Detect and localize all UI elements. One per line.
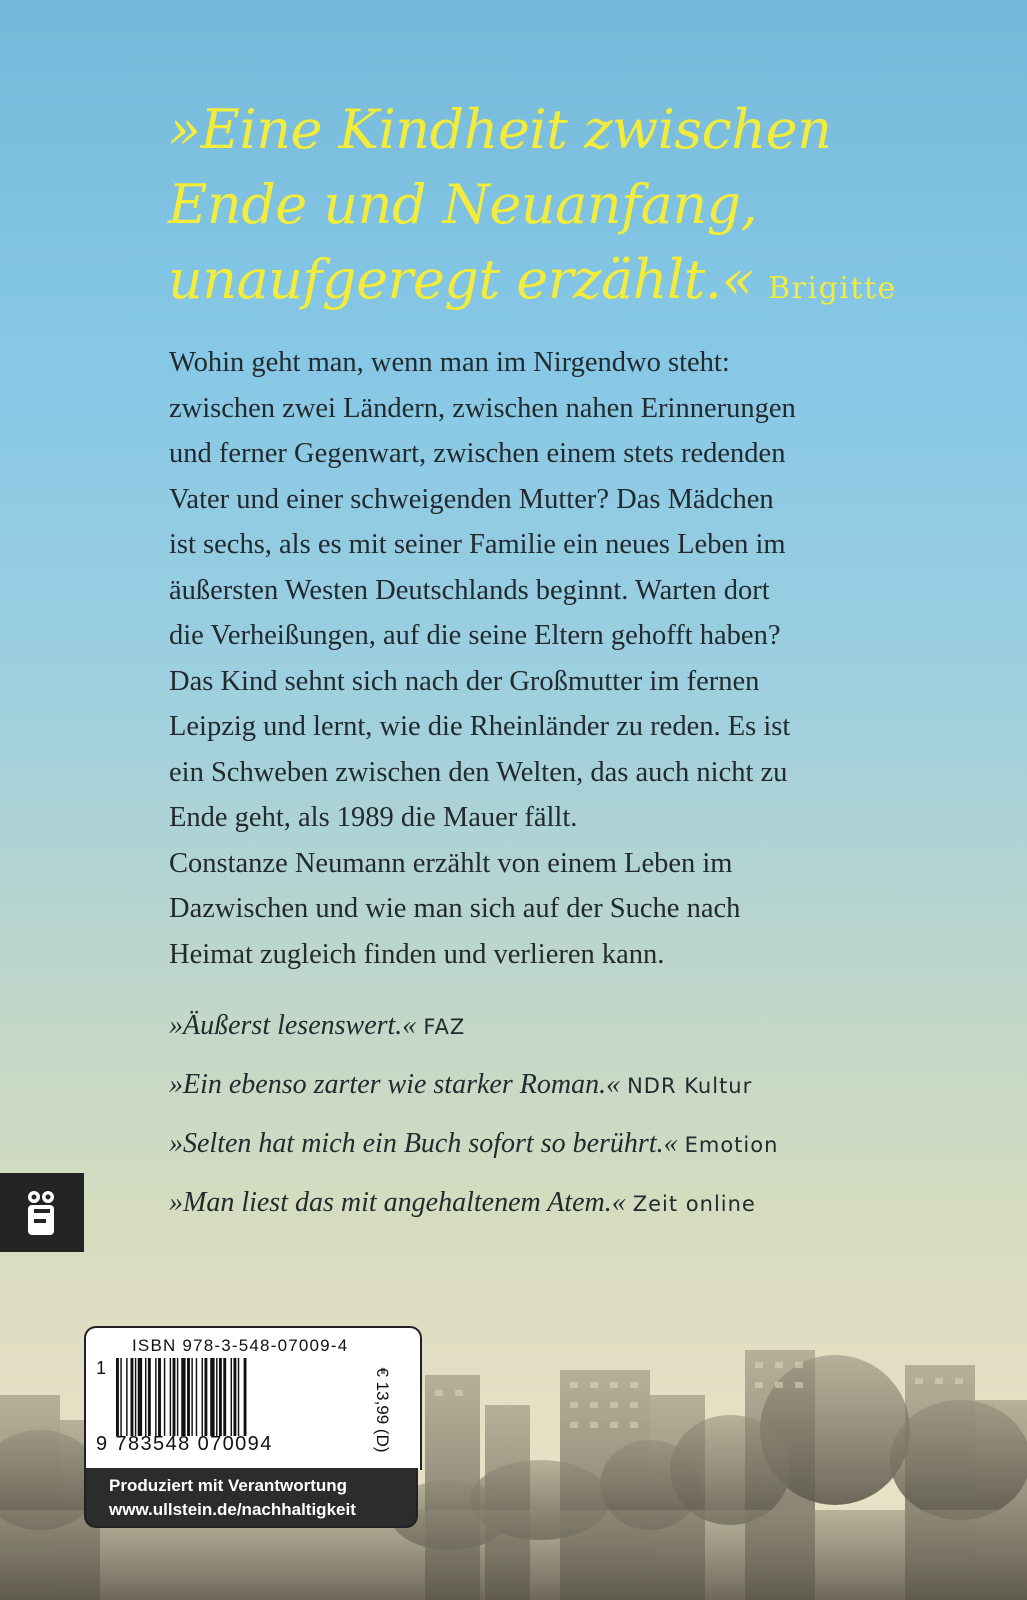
review-item [169, 1128, 989, 1187]
price-text: € 13,99 (D) [373, 1367, 392, 1453]
sustainability-line-1: Produziert mit Verantwortung [109, 1476, 348, 1495]
barcode-bar [177, 1358, 178, 1436]
barcode-bar [126, 1358, 127, 1436]
owl-icon [0, 1173, 84, 1252]
barcode-bar [216, 1358, 217, 1436]
barcode-bar [238, 1358, 239, 1436]
barcode-bar [173, 1358, 176, 1436]
barcode-bar [191, 1358, 192, 1436]
headline-line-2: Ende und Neuanfang, [168, 173, 758, 236]
blurb-line: Leipzig und lernt, wie die Rheinländer zu reden. Es ist [169, 711, 791, 742]
headline-line-1: »Eine Kindheit zwischen [168, 98, 832, 161]
review-quote: »Man liest das mit angehaltenem Atem.« [169, 1187, 626, 1218]
review-item [169, 1010, 989, 1069]
publisher-logo [0, 1173, 84, 1252]
review-quotes [169, 1010, 989, 1246]
blurb-line: Das Kind sehnt sich nach der Großmutter im fernen [169, 665, 760, 697]
barcode-bar [223, 1358, 226, 1436]
blurb-line: Dazwischen und wie man sich auf der Suche nach [169, 893, 741, 924]
barcode-bar [148, 1358, 151, 1436]
review-quote: »Selten hat mich ein Buch sofort so berührt.« [169, 1128, 678, 1159]
blurb-line: Vater und einer schweigenden Mutter? Das Mädchen [169, 483, 774, 515]
blurb-line: die Verheißungen, auf die seine Eltern gehofft haben? [169, 620, 781, 651]
review-source: FAZ [423, 1015, 466, 1039]
blurb-line: ein Schweben zwischen den Welten, das auch nicht zu [169, 756, 788, 788]
sustainability-note [84, 1468, 418, 1528]
sustainability-url: www.ullstein.de/nachhaltigkeit [109, 1500, 356, 1519]
barcode-bar [219, 1358, 222, 1436]
review-item [169, 1069, 989, 1128]
blurb-line: ist sechs, als es mit seiner Familie ein neues Leben im [169, 529, 786, 560]
barcode-panel [84, 1326, 422, 1470]
barcode-digits: 9 783548 070094 [96, 1433, 273, 1455]
review-quote: »Ein ebenso zarter wie starker Roman.« [169, 1069, 621, 1100]
headline-quote [168, 92, 988, 326]
review-source: Zeit online [632, 1192, 756, 1216]
review-quote: »Äußerst lesenswert.« [169, 1010, 417, 1041]
barcode-bar [233, 1358, 236, 1436]
barcode-bar [135, 1358, 136, 1436]
barcode-bar [244, 1358, 247, 1436]
barcode-bar [155, 1358, 156, 1436]
barcode-bar [131, 1358, 134, 1436]
isbn-label: ISBN 978-3-548-07009-4 [132, 1336, 349, 1355]
barcode-bar [204, 1358, 207, 1436]
blurb-line: und ferner Gegenwart, zwischen einem stets redenden [169, 438, 786, 469]
headline-source: Brigitte [768, 271, 897, 306]
barcode-bar [231, 1358, 232, 1436]
barcode-bar [158, 1358, 161, 1436]
barcode-bar [187, 1358, 190, 1436]
headline-line-3 [168, 242, 988, 326]
blurb-line: Constanze Neumann erzählt von einem Leben im [169, 847, 733, 879]
review-source: Emotion [684, 1133, 779, 1157]
barcode-bar [181, 1358, 185, 1436]
blurb-line: äußersten Westen Deutschlands beginnt. Warten dort [169, 574, 770, 606]
barcode-bar [170, 1358, 171, 1436]
barcode-bar [145, 1358, 146, 1436]
barcode-bar [202, 1358, 203, 1436]
barcode-bar [196, 1358, 197, 1436]
blurb-line: Wohin geht man, wenn man im Nirgendwo steht: [169, 347, 730, 378]
blurb-text [169, 340, 969, 977]
headline-line-3-text: unaufgeregt erzählt.« [168, 248, 755, 311]
blurb-line: Ende geht, als 1989 die Mauer fällt. [169, 802, 578, 833]
barcode-bar [138, 1358, 142, 1436]
price-label [368, 1360, 396, 1460]
review-item [169, 1187, 989, 1246]
blurb-line: zwischen zwei Ländern, zwischen nahen Erinnerungen [169, 392, 796, 424]
barcode-bar [116, 1358, 119, 1436]
barcode-prefix-digit: 1 [96, 1358, 107, 1378]
review-source: NDR Kultur [627, 1074, 753, 1098]
barcode-bars [116, 1358, 356, 1436]
barcode-bar [120, 1358, 121, 1436]
barcode-bar [210, 1358, 214, 1436]
barcode-bar [164, 1358, 165, 1436]
blurb-line: Heimat zugleich finden und verlieren kann. [169, 938, 665, 970]
